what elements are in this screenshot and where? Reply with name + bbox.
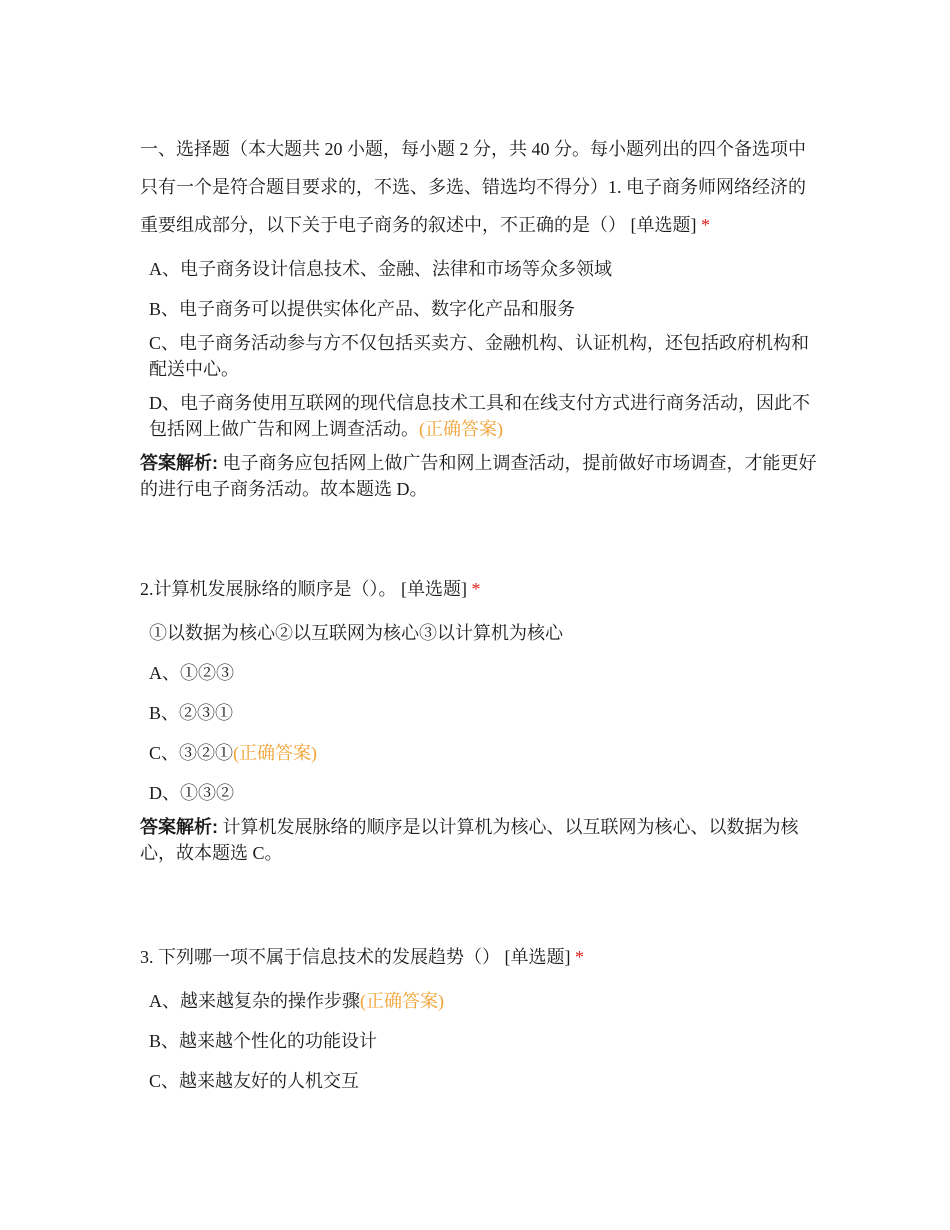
option-1d[interactable] (140, 390, 820, 442)
question-1 (140, 130, 820, 502)
analysis-text-1: 电子商务应包括网上做广告和网上调查活动，提前做好市场调查，才能更好的进行电子商务活动。故本题选 D。 (140, 453, 817, 499)
question-type-label: [单选题] (401, 579, 467, 599)
correct-answer-label: (正确答案) (360, 991, 444, 1011)
answer-analysis-2 (140, 814, 820, 866)
question-2-title (140, 570, 820, 608)
option-2d[interactable]: D、①③② (149, 783, 234, 803)
option-3a[interactable] (140, 988, 820, 1014)
correct-answer-label: (正确答案) (419, 419, 503, 439)
analysis-text-2: 计算机发展脉络的顺序是以计算机为核心、以互联网为核心、以数据为核心，故本题选 C。 (140, 817, 799, 863)
required-mark: * (701, 215, 710, 235)
option-3a-text: A、越来越复杂的操作步骤 (149, 991, 360, 1011)
option-1c[interactable]: C、电子商务活动参与方不仅包括买卖方、金融机构、认证机构，还包括政府机构和配送中心。 (149, 333, 810, 379)
question-3-stem: 3. 下列哪一项不属于信息技术的发展趋势（） (140, 947, 500, 967)
option-1b[interactable]: B、电子商务可以提供实体化产品、数字化产品和服务 (149, 299, 576, 319)
required-mark: * (471, 579, 481, 599)
question-1-stem: 1. 电子商务师网络经济的重要组成部分，以下关于电子商务的叙述中，不正确的是（） (140, 177, 806, 235)
correct-answer-label: (正确答案) (233, 743, 318, 763)
analysis-label: 答案解析: (140, 453, 218, 473)
question-2-stem: 2.计算机发展脉络的顺序是（）。 (140, 579, 397, 599)
analysis-label: 答案解析: (140, 817, 218, 837)
question-3-title (140, 938, 820, 976)
spacer (140, 502, 820, 570)
question-type-label: [单选题] (504, 947, 571, 967)
option-1a[interactable]: A、电子商务设计信息技术、金融、法律和市场等众多领域 (149, 259, 612, 279)
question-1-title (140, 130, 820, 244)
answer-analysis-1 (140, 450, 820, 502)
option-2a[interactable]: A、①②③ (149, 663, 234, 683)
question-2 (140, 570, 820, 866)
question-type-label: [单选题] (630, 215, 697, 235)
exam-content (140, 130, 820, 1094)
spacer (140, 866, 820, 938)
required-mark: * (575, 947, 584, 967)
option-3c[interactable]: C、越来越友好的人机交互 (149, 1071, 360, 1091)
section-heading: 一、选择题（本大题共 20 小题，每小题 2 分，共 40 分。每小题列出的四个备选项中只有一个是符合题目要求的，不选、多选、错选均不得分） (140, 139, 806, 197)
question-2-intro: ①以数据为核心②以互联网为核心③以计算机为核心 (149, 623, 563, 643)
question-3 (140, 938, 820, 1094)
option-2c-text: C、③②① (149, 743, 234, 763)
option-3b[interactable]: B、越来越个性化的功能设计 (149, 1031, 378, 1051)
option-2c[interactable] (140, 740, 820, 766)
option-2b[interactable]: B、②③① (149, 703, 234, 723)
option-1d-text: D、电子商务使用互联网的现代信息技术工具和在线支付方式进行商务活动，因此不包括网上做广告和网上调查活动。 (149, 393, 810, 439)
